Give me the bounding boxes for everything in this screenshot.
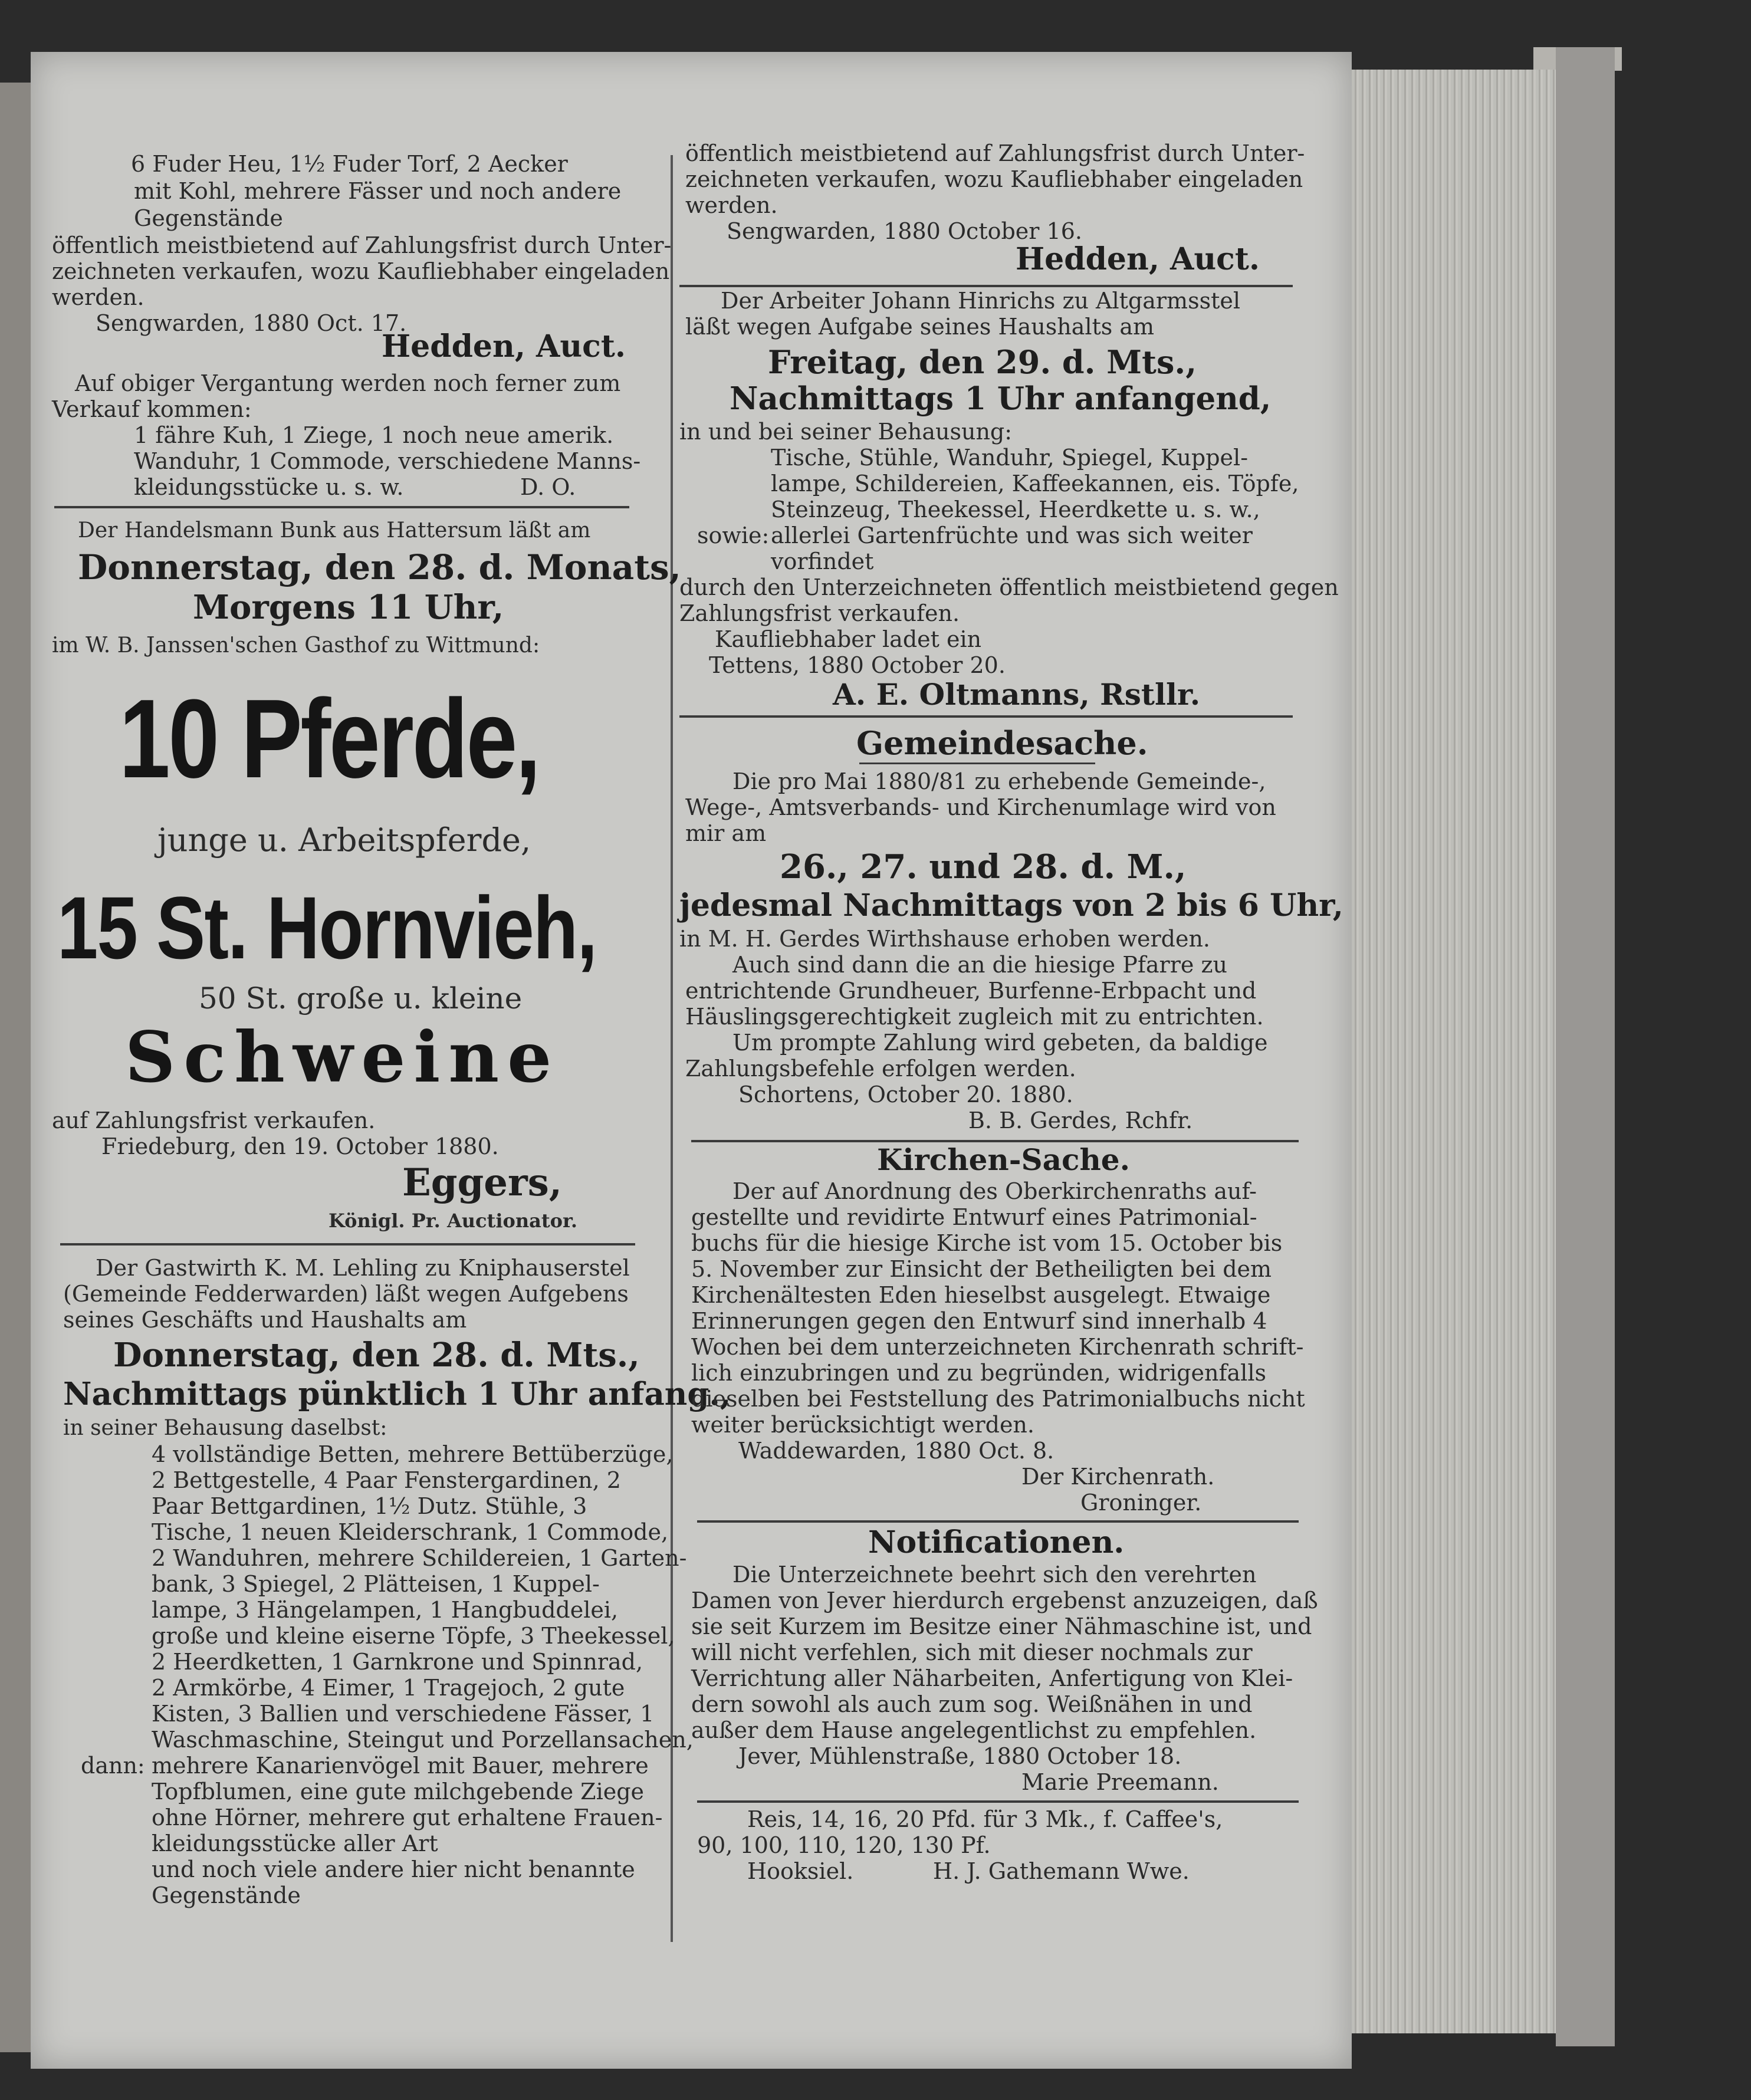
text-line: zeichneten verkaufen, wozu Kaufliebhaber eingeladen: [52, 258, 670, 284]
text-line: Der Handelsmann Bunk aus Hattersum läßt am: [78, 518, 591, 543]
list-line: Steinzeug, Theekessel, Heerdkette u. s. w.,: [771, 497, 1260, 522]
list-line: ohne Hörner, mehrere gut erhaltene Frauen-: [152, 1805, 663, 1830]
list-line: Waschmaschine, Steingut und Porzellansachen,: [152, 1727, 694, 1753]
text-line: entrichtende Grundheuer, Burfenne-Erbpacht und: [685, 978, 1257, 1004]
text-line: 5. November zur Einsicht der Betheiligten bei dem: [691, 1256, 1272, 1282]
list-line: 4 vollständige Betten, mehrere Bettüberzüge,: [152, 1441, 674, 1467]
auctioneer-signature: A. E. Oltmanns, Rstllr.: [833, 677, 1201, 712]
text-line: läßt wegen Aufgabe seines Haushalts am: [685, 314, 1155, 340]
auction-place: im W. B. Janssen'schen Gasthof zu Wittmund:: [52, 633, 540, 658]
list-line: und noch viele andere hier nicht benannte: [152, 1856, 635, 1882]
auction-time: Nachmittags 1 Uhr anfangend,: [730, 380, 1272, 417]
list-line: 2 Armkörbe, 4 Eimer, 1 Tragejoch, 2 gute: [152, 1675, 625, 1701]
signature: Marie Preemann.: [1021, 1769, 1219, 1795]
text-line: Zahlungsbefehle erfolgen werden.: [685, 1056, 1076, 1082]
auctioneer-signature: Hedden, Auct.: [382, 328, 626, 364]
text-line: Zahlungsfrist verkaufen.: [679, 600, 960, 626]
text-line: öffentlich meistbietend auf Zahlungsfrist durch Unter-: [685, 140, 1305, 166]
text-line: 1 fähre Kuh, 1 Ziege, 1 noch neue amerik.: [134, 422, 614, 448]
text-line: Die pro Mai 1880/81 zu erhebende Gemeinde-,: [732, 768, 1266, 794]
subheadline: 50 St. große u. kleine: [199, 981, 523, 1016]
list-line: Kisten, 3 Ballien und verschiedene Fässer, 1: [152, 1701, 655, 1727]
page-block-edge: [1352, 70, 1556, 2033]
auction-place: in seiner Behausung daselbst:: [63, 1416, 387, 1440]
auction-time: Morgens 11 Uhr,: [193, 588, 504, 627]
list-line: lampe, 3 Hängelampen, 1 Hangbuddelei,: [152, 1597, 619, 1623]
auctioneer-title: Königl. Pr. Auctionator.: [328, 1210, 577, 1232]
auctioneer-signature: Hedden, Auct.: [1016, 241, 1260, 277]
list-line: kleidungsstücke aller Art: [152, 1830, 438, 1856]
dateline: Sengwarden, 1880 Oct. 17.: [96, 310, 407, 336]
text-line: mit Kohl, mehrere Fässer und noch andere: [134, 178, 622, 204]
divider: [60, 1243, 635, 1245]
headline-horses: 10 Pferde,: [119, 676, 539, 801]
list-line: große und kleine eiserne Töpfe, 3 Theekessel,: [152, 1623, 675, 1649]
subheadline: junge u. Arbeitspferde,: [157, 821, 531, 859]
text-line: durch den Unterzeichneten öffentlich meistbietend gegen: [679, 574, 1339, 600]
headline-cattle: 15 St. Hornvieh,: [57, 878, 597, 977]
initials: D. O.: [520, 474, 576, 500]
text-line: gestellte und revidirte Entwurf eines Patrimonial-: [691, 1204, 1257, 1230]
text-line: weiter berücksichtigt werden.: [691, 1412, 1034, 1438]
divider: [679, 285, 1293, 287]
text-line: Gegenstände: [134, 205, 283, 231]
list-line: mehrere Kanarienvögel mit Bauer, mehrere: [152, 1753, 649, 1779]
section-heading: Notificationen.: [868, 1524, 1125, 1560]
text-line: außer dem Hause angelegentlichst zu empfehlen.: [691, 1717, 1257, 1743]
list-label: dann:: [81, 1753, 145, 1779]
section-heading: Kirchen-Sache.: [877, 1142, 1131, 1177]
text-line: Die Unterzeichnete beehrt sich den verehrten: [732, 1562, 1257, 1588]
collection-dates: 26., 27. und 28. d. M.,: [780, 847, 1187, 886]
list-line: 2 Heerdketten, 1 Garnkrone und Spinnrad,: [152, 1649, 643, 1675]
text-line: buchs für die hiesige Kirche ist vom 15. October bis: [691, 1230, 1283, 1256]
text-line: Verkauf kommen:: [52, 396, 252, 422]
text-line: Häuslingsgerechtigkeit zugleich mit zu entrichten.: [685, 1004, 1264, 1030]
list-line: Tische, Stühle, Wanduhr, Spiegel, Kuppel-: [771, 445, 1249, 471]
text-line: mir am: [685, 820, 767, 846]
text-line: auf Zahlungsfrist verkaufen.: [52, 1107, 376, 1133]
auction-date: Donnerstag, den 28. d. Monats,: [78, 547, 681, 587]
book-spine: [0, 83, 32, 2052]
text-line: sie seit Kurzem im Besitze einer Nähmaschine ist, und: [691, 1613, 1312, 1639]
newspaper-page: [31, 52, 1352, 2069]
text-line: Der Gastwirth K. M. Lehling zu Kniphauserstel: [96, 1255, 630, 1281]
headline-pigs: Schweine: [125, 1016, 560, 1098]
divider: [697, 1800, 1299, 1803]
text-line: Verrichtung aller Näharbeiten, Anfertigung von Klei-: [691, 1665, 1293, 1691]
text-line: werden.: [52, 284, 144, 310]
divider: [697, 1520, 1299, 1523]
auction-time: Nachmittags pünktlich 1 Uhr anfang.,: [63, 1376, 731, 1412]
auction-date: Freitag, den 29. d. Mts.,: [768, 343, 1197, 381]
official-signature: Der Kirchenrath.: [1021, 1464, 1215, 1490]
heading-underline: [859, 763, 1095, 764]
list-line: 2 Wanduhren, mehrere Schildereien, 1 Garten-: [152, 1545, 687, 1571]
text-line: lich einzubringen und zu begründen, widrigenfalls: [691, 1360, 1266, 1386]
text-line: Wege-, Amtsverbands- und Kirchenumlage wird von: [685, 794, 1276, 820]
list-line: 2 Bettgestelle, 4 Paar Fenstergardinen, 2: [152, 1467, 621, 1493]
text-line: seines Geschäfts und Haushalts am: [63, 1307, 467, 1333]
divider: [54, 506, 629, 508]
text-line: zeichneten verkaufen, wozu Kaufliebhaber eingeladen: [685, 166, 1303, 192]
list-line: allerlei Gartenfrüchte und was sich weiter: [771, 522, 1253, 548]
dateline: Waddewarden, 1880 Oct. 8.: [738, 1438, 1054, 1464]
text-line: Damen von Jever hierdurch ergebenst anzuzeigen, daß: [691, 1588, 1318, 1613]
text-line: Wochen bei dem unterzeichneten Kirchenrath schrift-: [691, 1334, 1304, 1360]
list-line: vorfindet: [771, 548, 874, 574]
text-line: öffentlich meistbietend auf Zahlungsfrist durch Unter-: [52, 232, 672, 258]
official-signature: Groninger.: [1080, 1490, 1202, 1516]
text-line: 6 Fuder Heu, 1½ Fuder Torf, 2 Aecker: [131, 151, 568, 177]
text-line: Auf obiger Vergantung werden noch ferner zum: [75, 370, 621, 396]
text-line: (Gemeinde Fedderwarden) läßt wegen Aufgebens: [63, 1281, 629, 1307]
book-cover-edge: [1556, 47, 1615, 2046]
auctioneer-signature: Eggers,: [402, 1161, 563, 1205]
dateline: Sengwarden, 1880 October 16.: [727, 218, 1082, 244]
text-line: 90, 100, 110, 120, 130 Pf.: [697, 1832, 991, 1858]
divider: [679, 715, 1293, 718]
list-line: Paar Bettgardinen, 1½ Dutz. Stühle, 3: [152, 1493, 587, 1519]
text-line: will nicht verfehlen, sich mit dieser nochmals zur: [691, 1639, 1253, 1665]
list-line: bank, 3 Spiegel, 2 Plätteisen, 1 Kuppel-: [152, 1571, 600, 1597]
auction-date: Donnerstag, den 28. d. Mts.,: [113, 1336, 640, 1375]
text-line: Wanduhr, 1 Commode, verschiedene Manns-: [134, 448, 641, 474]
dateline: Schortens, October 20. 1880.: [738, 1082, 1073, 1107]
text-line: werden.: [685, 192, 778, 218]
list-line: Gegenstände: [152, 1882, 301, 1908]
text-line: Der Arbeiter Johann Hinrichs zu Altgarmsstel: [721, 288, 1240, 314]
list-line: Tische, 1 neuen Kleiderschrank, 1 Commode,: [152, 1519, 669, 1545]
list-line: lampe, Schildereien, Kaffeekannen, eis. Töpfe,: [771, 471, 1299, 497]
official-signature: B. B. Gerdes, Rchfr.: [968, 1107, 1193, 1133]
signature: H. J. Gathemann Wwe.: [933, 1858, 1190, 1884]
text-line: dern sowohl als auch zum sog. Weißnähen in und: [691, 1691, 1253, 1717]
text-line: Der auf Anordnung des Oberkirchenraths auf-: [732, 1178, 1257, 1204]
auction-place: in und bei seiner Behausung:: [679, 419, 1013, 445]
dateline: Friedeburg, den 19. October 1880.: [101, 1133, 499, 1159]
text-line: Kirchenältesten Eden hieselbst ausgelegt. Etwaige: [691, 1282, 1271, 1308]
place-name: Hooksiel.: [747, 1858, 854, 1884]
text-line: kleidungsstücke u. s. w.: [134, 474, 404, 500]
text-line: Reis, 14, 16, 20 Pfd. für 3 Mk., f. Caffee's,: [747, 1806, 1223, 1832]
column-rule: [671, 155, 673, 1942]
text-line: in M. H. Gerdes Wirthshause erhoben werden.: [679, 926, 1211, 952]
text-line: Erinnerungen gegen den Entwurf sind innerhalb 4: [691, 1308, 1267, 1334]
section-heading: Gemeindesache.: [856, 724, 1148, 762]
collection-hours: jedesmal Nachmittags von 2 bis 6 Uhr,: [679, 888, 1343, 924]
text-line: Kaufliebhaber ladet ein: [715, 626, 982, 652]
dateline: Tettens, 1880 October 20.: [709, 652, 1006, 678]
text-line: Um prompte Zahlung wird gebeten, da baldige: [732, 1030, 1268, 1056]
text-line: Auch sind dann die an die hiesige Pfarre zu: [732, 952, 1227, 978]
list-label: sowie:: [697, 522, 770, 548]
dateline: Jever, Mühlenstraße, 1880 October 18.: [738, 1743, 1182, 1769]
list-line: Topfblumen, eine gute milchgebende Ziege: [152, 1779, 645, 1805]
text-line: dieselben bei Feststellung des Patrimonialbuchs nicht: [691, 1386, 1305, 1412]
